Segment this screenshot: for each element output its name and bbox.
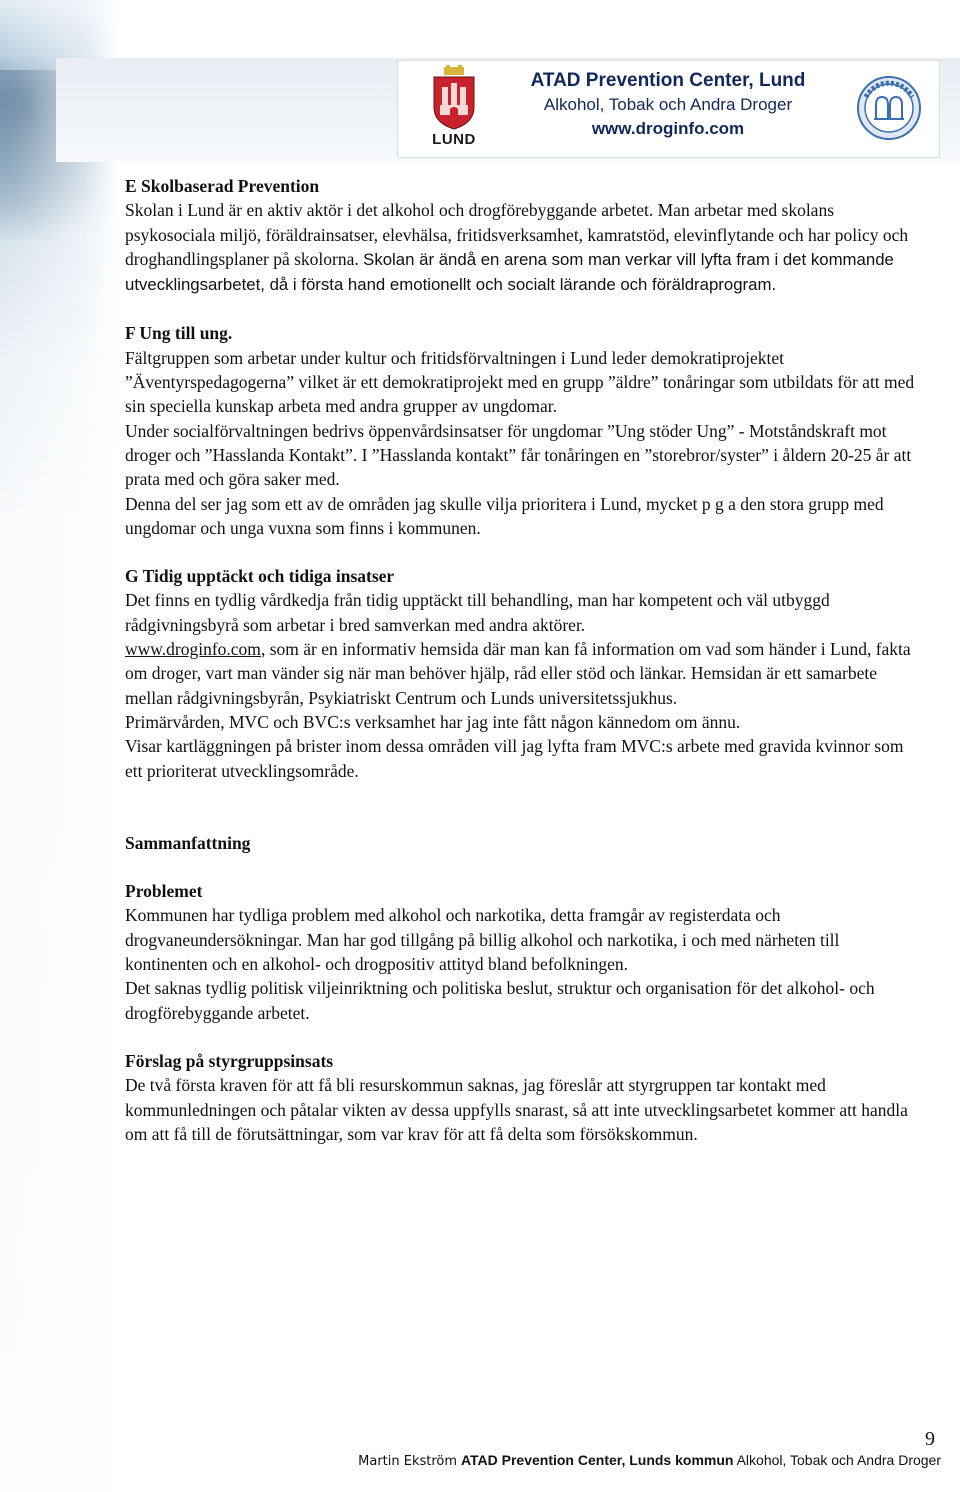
section-f-paragraph-2: Under socialförvaltningen bedrivs öppenvårdsinsatser för ungdomar ”Ung stöder Ung” - Motståndskraft mot droger och ”Hasslanda Kontakt”. I ”Hasslanda kontakt” får tonåringen en ”storebror/syster” i åldern 20-25 år att prata med och göra saker med.	[125, 420, 912, 490]
footer-org: ATAD Prevention Center, Lunds kommun	[460, 1452, 734, 1468]
section-g-paragraph-3: Primärvården, MVC och BVC:s verksamhet har jag inte fått någon kännedom om ännu.	[125, 711, 741, 732]
section-f-heading: F Ung till ung.	[125, 323, 233, 344]
background-fade	[0, 0, 120, 1492]
section-e-paragraph	[125, 198, 925, 297]
document-body	[125, 174, 925, 1146]
section-g-paragraph-1: Det finns en tydlig vårdkedja från tidig upptäckt till behandling, man har kompetent och väl utbyggd rådgivningsbyrå som arbetar i bred samverkan med andra aktörer.	[125, 590, 830, 635]
coat-of-arms-icon	[424, 65, 484, 131]
problem-heading: Problemet	[125, 881, 203, 902]
footer-author: Martin Ekström	[358, 1454, 458, 1469]
header-text	[498, 69, 838, 141]
problem-paragraph-2: Det saknas tydlig politisk viljeinriktning och politiska beslut, struktur och organisation för det alkohol- och drogförebyggande arbetet.	[125, 978, 875, 1023]
header-website: www.droginfo.com	[591, 119, 745, 138]
section-g-paragraph-2-text: , som är en informativ hemsida där man kan få information om vad som händer i Lund, fakta om droger, vart man vänder sig när man behöver hjälp, råd eller stöd och länkar. Hemsidan är ett samarbete mellan rådgivningsbyrån, Psykiatriskt Centrum och Lunds universitetssjukhus.	[125, 639, 911, 708]
header-subtitle: Alkohol, Tobak och Andra Droger	[543, 95, 793, 114]
header-box	[397, 60, 940, 158]
droginfo-seal-logo	[856, 75, 922, 141]
section-g-paragraph-2	[125, 637, 925, 710]
page-number: 9	[925, 1428, 935, 1450]
summary-heading: Sammanfattning	[125, 832, 251, 853]
section-f-paragraph-3: Denna del ser jag som ett av de områden jag skulle vilja prioritera i Lund, mycket p g a den stora grupp med ungdomar och unga vuxna som finns i kommunen.	[125, 493, 884, 538]
section-e-text-1: Skolan i Lund är en aktiv aktör i det alkohol och drogförebyggande arbetet. Man arbetar med skolans psykosociala miljö, föräldrainsatser, elevhälsa, fritidsverksamhet, kamratstöd, elevinflytande och har policy och droghandlingsplaner på skolorna.	[125, 200, 909, 269]
section-e-heading: E Skolbaserad Prevention	[125, 176, 320, 196]
page-footer	[358, 1452, 941, 1469]
section-g-heading: G Tidig upptäckt och tidiga insatser	[125, 566, 395, 587]
header-title: ATAD Prevention Center, Lund	[530, 70, 806, 91]
droginfo-link[interactable]: www.droginfo.com	[125, 639, 261, 660]
lund-coat-of-arms-logo	[424, 65, 484, 153]
lund-label: LUND	[432, 131, 476, 148]
decorative-background	[0, 0, 120, 1492]
section-f-paragraph-1: Fältgruppen som arbetar under kultur och fritidsförvaltningen i Lund leder demokratiprojektet ”Äventyrspedagogerna” vilket är ett demokratiprojekt med en grupp ”äldre” tonåringar som utbildats för att med sin speciella kunskap arbeta med andra grupper av ungdomar.	[125, 347, 915, 417]
section-e-text-2: Skolan är ändå en arena som man verkar vill lyfta fram i det kommande utvecklingsarbetet, då i första hand emotionellt och socialt lärande och föräldraprogram.	[125, 249, 894, 295]
section-g-paragraph-4: Visar kartläggningen på brister inom dessa områden vill jag lyfta fram MVC:s arbete med gravida kvinnor som ett prioriterat utvecklingsområde.	[125, 736, 904, 781]
proposal-paragraph: De två första kraven för att få bli resurskommun saknas, jag föreslår att styrgruppen tar kontakt med kommunledningen och påtalar vikten av dessa uppfylls snarast, så att inte utvecklingsarbetet kommer att handla om att få till de förutsättningar, som var krav för att få delta som försökskommun.	[125, 1075, 908, 1144]
proposal-heading: Förslag på styrgruppsinsats	[125, 1050, 334, 1071]
footer-rest: Alkohol, Tobak och Andra Droger	[736, 1452, 941, 1468]
problem-paragraph-1: Kommunen har tydliga problem med alkohol och narkotika, detta framgår av registerdata och drogvaneundersökningar. Man har god tillgång på billig alkohol och narkotika, i och med närheten till kontinenten och en alkohol- och drogpositiv attityd bland befolkningen.	[125, 905, 840, 975]
